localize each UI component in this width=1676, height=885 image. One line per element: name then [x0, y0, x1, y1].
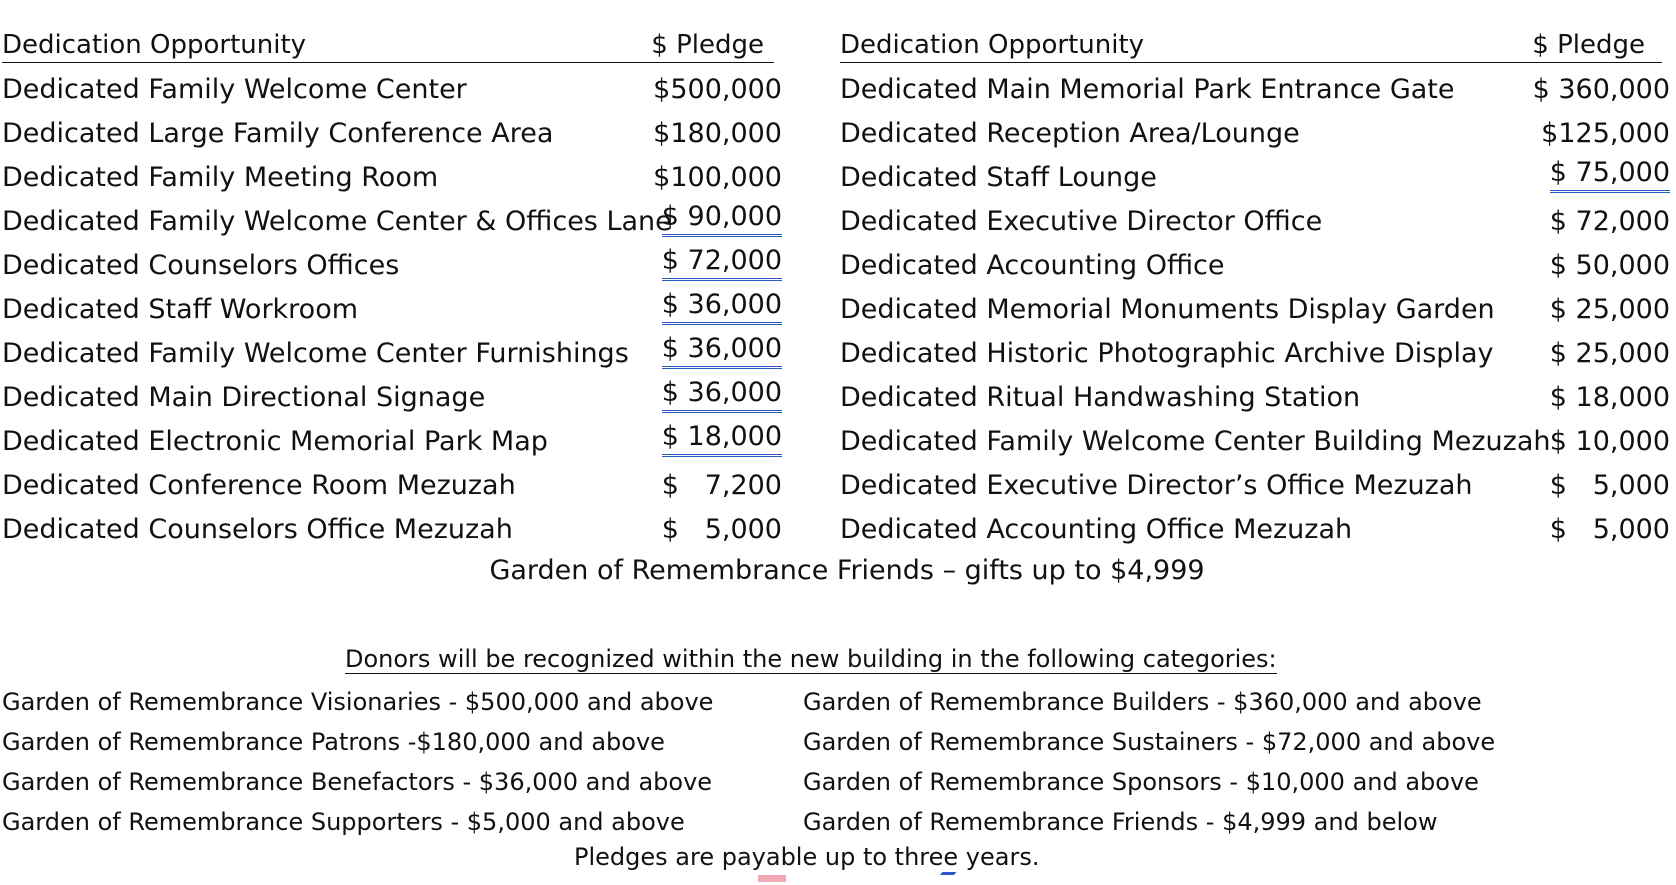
row-name: Dedicated Memorial Monuments Display Garden — [840, 294, 1495, 325]
recognition-categories-right — [803, 682, 1495, 842]
row-amount: $ 18,000 — [662, 420, 782, 457]
table-row — [2, 464, 792, 508]
row-amount: $ 25,000 — [1549, 338, 1670, 369]
recognition-categories-left — [2, 682, 713, 842]
table-row — [840, 288, 1672, 332]
table-header — [840, 28, 1662, 63]
category-item: Garden of Remembrance Patrons -$180,000 and above — [2, 728, 665, 756]
row-amount: $ 5,000 — [1549, 514, 1670, 545]
header-pledge: $ Pledge — [651, 30, 764, 60]
row-name: Dedicated Main Directional Signage — [2, 382, 486, 413]
row-name: Dedicated Reception Area/Lounge — [840, 118, 1300, 149]
table-row — [840, 200, 1672, 244]
table-row — [2, 244, 792, 288]
table-row — [840, 464, 1672, 508]
row-name: Dedicated Family Welcome Center Building Mezuzah — [840, 426, 1551, 457]
table-row — [2, 288, 792, 332]
row-name: Dedicated Family Meeting Room — [2, 162, 439, 193]
row-amount: $180,000 — [653, 118, 782, 149]
row-amount: $ 360,000 — [1532, 74, 1670, 105]
row-amount: $ 36,000 — [662, 332, 782, 369]
category-item: Garden of Remembrance Sustainers - $72,000 and above — [803, 728, 1496, 756]
table-row — [840, 156, 1672, 200]
row-amount: $ 5,000 — [1549, 470, 1670, 501]
row-name: Dedicated Counselors Offices — [2, 250, 400, 281]
table-row — [2, 200, 792, 244]
recognition-title: Donors will be recognized within the new building in the following categories: — [345, 645, 1277, 673]
row-amount: $125,000 — [1541, 118, 1670, 149]
row-name: Dedicated Executive Director Office — [840, 206, 1323, 237]
row-name: Dedicated Ritual Handwashing Station — [840, 382, 1361, 413]
row-amount: $ 25,000 — [1549, 294, 1670, 325]
table-header — [2, 28, 774, 63]
table-row — [840, 376, 1672, 420]
table-row — [840, 508, 1672, 552]
header-pledge: $ Pledge — [1532, 30, 1645, 60]
row-amount: $ 72,000 — [662, 244, 782, 281]
row-amount: $ 7,200 — [661, 470, 782, 501]
row-amount: $ 50,000 — [1549, 250, 1670, 281]
row-amount: $ 36,000 — [662, 288, 782, 325]
table-row — [2, 156, 792, 200]
text-highlight-mark — [758, 875, 786, 882]
table-row — [2, 68, 792, 112]
category-item: Garden of Remembrance Supporters - $5,000 and above — [2, 808, 685, 836]
table-row — [840, 244, 1672, 288]
table-row — [840, 68, 1672, 112]
row-name: Dedicated Accounting Office Mezuzah — [840, 514, 1353, 545]
table-row — [2, 112, 792, 156]
table-row — [840, 112, 1672, 156]
row-name: Dedicated Main Memorial Park Entrance Gate — [840, 74, 1455, 105]
table-row — [2, 420, 792, 464]
row-name: Dedicated Historic Photographic Archive Display — [840, 338, 1494, 369]
row-name: Dedicated Electronic Memorial Park Map — [2, 426, 548, 457]
row-amount: $100,000 — [653, 162, 782, 193]
row-name: Dedicated Family Welcome Center Furnishings — [2, 338, 629, 369]
row-amount: $ 72,000 — [1549, 206, 1670, 237]
row-name: Dedicated Staff Lounge — [840, 162, 1157, 193]
row-amount: $ 75,000 — [1550, 156, 1670, 193]
friends-gifts-text: Garden of Remembrance Friends – gifts up to $4,999 — [489, 555, 1205, 586]
header-dedication-opportunity: Dedication Opportunity — [840, 30, 1145, 60]
table-row — [2, 332, 792, 376]
category-item: Garden of Remembrance Friends - $4,999 and below — [803, 808, 1438, 836]
row-name: Dedicated Executive Director’s Office Mezuzah — [840, 470, 1473, 501]
row-amount: $500,000 — [653, 74, 782, 105]
row-name: Dedicated Family Welcome Center — [2, 74, 467, 105]
pledge-payment-note: Pledges are payable up to three years. — [574, 843, 1040, 871]
category-item: Garden of Remembrance Sponsors - $10,000 and above — [803, 768, 1479, 796]
table-row — [840, 332, 1672, 376]
row-amount: $ 18,000 — [1549, 382, 1670, 413]
category-item: Garden of Remembrance Benefactors - $36,000 and above — [2, 768, 713, 796]
row-name: Dedicated Conference Room Mezuzah — [2, 470, 516, 501]
row-amount: $ 5,000 — [661, 514, 782, 545]
header-dedication-opportunity: Dedication Opportunity — [2, 30, 307, 60]
friends-gifts-line — [0, 555, 1676, 586]
pen-stroke-mark — [932, 872, 957, 885]
table-row — [840, 420, 1672, 464]
category-item: Garden of Remembrance Builders - $360,000 and above — [803, 688, 1482, 716]
row-name: Dedicated Accounting Office — [840, 250, 1225, 281]
row-name: Dedicated Family Welcome Center & Offices Lane — [2, 206, 672, 237]
row-amount: $ 36,000 — [662, 376, 782, 413]
table-row — [2, 376, 792, 420]
row-amount: $ 90,000 — [662, 200, 782, 237]
category-item: Garden of Remembrance Visionaries - $500,000 and above — [2, 688, 714, 716]
row-name: Dedicated Counselors Office Mezuzah — [2, 514, 513, 545]
row-name: Dedicated Staff Workroom — [2, 294, 359, 325]
row-name: Dedicated Large Family Conference Area — [2, 118, 554, 149]
row-amount: $ 10,000 — [1549, 426, 1670, 457]
table-row — [2, 508, 792, 552]
